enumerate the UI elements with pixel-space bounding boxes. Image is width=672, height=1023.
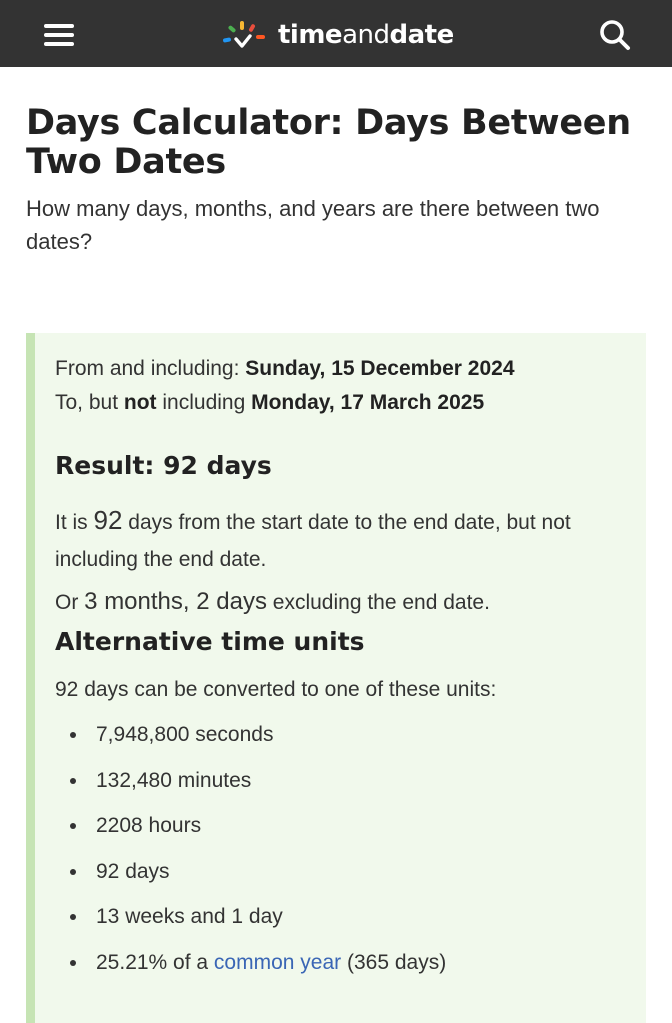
alternative-units-intro: 92 days can be converted to one of these units:	[55, 678, 497, 701]
result-alt-post: excluding the end date.	[266, 591, 490, 614]
result-alt-pre: Or	[55, 591, 85, 614]
result-desc-post: days from the start date to the end date, but not including the end date.	[55, 511, 571, 571]
search-icon[interactable]	[598, 18, 632, 52]
list-item: 92 days	[55, 849, 446, 895]
from-date-line	[55, 354, 515, 384]
from-date: Sunday, 15 December 2024	[245, 357, 515, 380]
list-item: 13 weeks and 1 day	[55, 894, 446, 940]
from-label: From and including:	[55, 357, 246, 380]
site-logo[interactable]	[220, 16, 454, 54]
logo-text-and: and	[342, 20, 390, 50]
menu-line	[44, 24, 74, 28]
year-item-pre: 25.21% of a	[96, 950, 214, 974]
list-item: 7,948,800 seconds	[55, 712, 446, 758]
to-date: Monday, 17 March 2025	[251, 391, 485, 414]
page-title: Days Calculator: Days Between Two Dates	[26, 103, 631, 182]
to-label-not: not	[123, 391, 157, 414]
logo-text	[278, 20, 454, 50]
common-year-link[interactable]: common year	[213, 950, 342, 974]
list-item: 2208 hours	[55, 803, 446, 849]
to-date-line	[55, 388, 484, 418]
result-months-value: 3 months, 2 days	[84, 588, 267, 615]
to-label-pre: To, but	[55, 391, 124, 414]
magnifier-glyph	[598, 18, 632, 52]
list-item	[55, 940, 446, 986]
year-item-post: (365 days)	[341, 950, 447, 974]
page-subtitle: How many days, months, and years are there between two dates?	[26, 196, 600, 254]
result-description	[55, 502, 635, 578]
result-months-days	[55, 585, 490, 620]
result-day-count: 92	[93, 505, 123, 535]
alternative-units-list	[55, 712, 446, 986]
top-navigation-bar	[0, 0, 672, 67]
menu-line	[44, 33, 74, 37]
logo-mark-icon	[220, 18, 276, 52]
hamburger-menu-icon[interactable]	[40, 20, 80, 50]
alternative-units-heading: Alternative time units	[55, 627, 365, 656]
result-heading: Result: 92 days	[55, 451, 272, 480]
menu-line	[44, 42, 74, 46]
logo-text-date: date	[389, 20, 454, 50]
list-item: 132,480 minutes	[55, 758, 446, 804]
logo-text-time: time	[278, 20, 343, 50]
to-label-post: including	[156, 391, 252, 414]
result-desc-pre: It is	[55, 511, 94, 534]
